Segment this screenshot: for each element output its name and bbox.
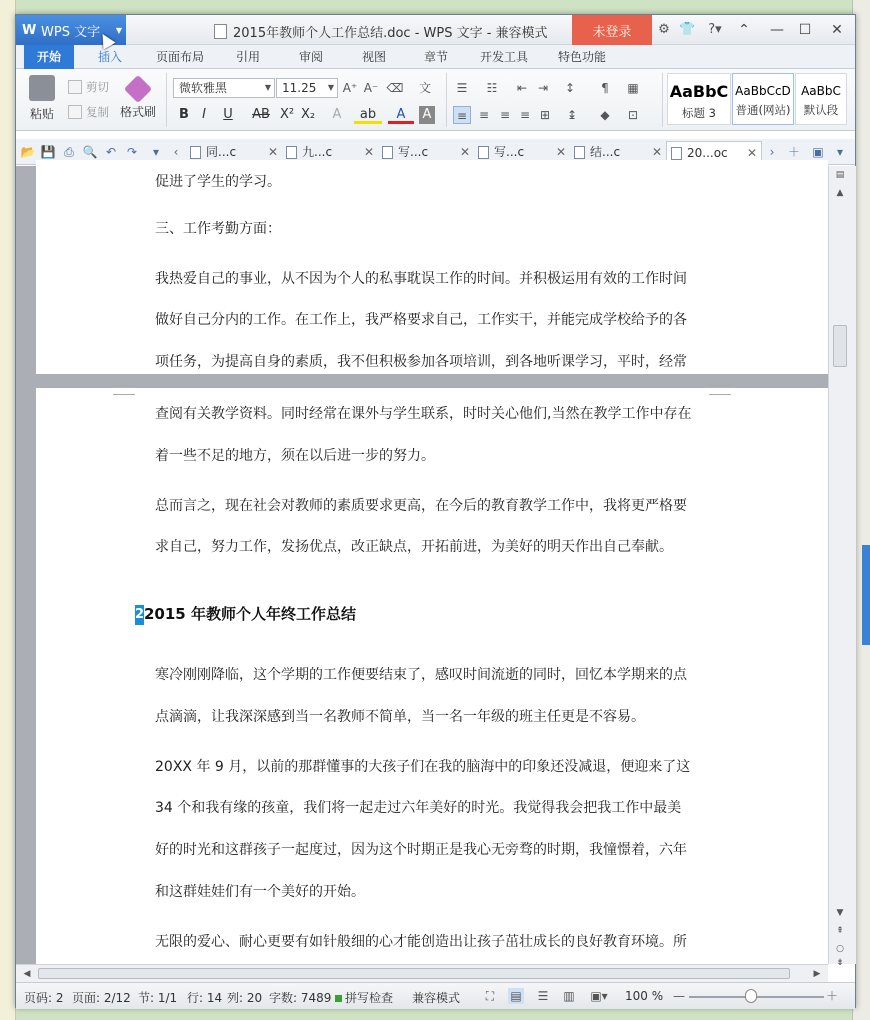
fullscreen-icon[interactable]: ⛶ [485,989,495,1003]
paste-icon [29,75,55,101]
show-marks-icon[interactable]: ¶ [601,81,609,95]
document-icon [382,146,393,159]
superscript-icon[interactable]: X² [279,107,295,122]
indent-icon[interactable]: ⇥ [537,81,549,95]
paste-button[interactable] [24,75,60,122]
copy-icon [68,105,82,119]
doc-tab-label: 结...c [590,145,621,159]
format-painter-button[interactable] [118,75,158,120]
scissors-icon [68,80,82,94]
status-line[interactable]: 行: 14 [187,991,223,1005]
section-heading: 三、工作考勤方面： [155,221,281,237]
zoom-out-icon[interactable]: — [673,989,685,1003]
font-size-select[interactable] [276,78,338,98]
tab-chapter[interactable]: 章节 [423,50,448,64]
spellcheck-label: 拼写检查 [345,991,394,1005]
text-effect-icon[interactable]: A [332,107,342,122]
style-name: 标题 3 [682,106,716,120]
ribbon-divider [166,73,167,127]
font-name-select[interactable] [173,78,275,98]
close-icon[interactable]: ✕ [267,145,278,159]
web-view-icon[interactable]: ▣▾ [590,989,608,1003]
tab-references[interactable]: 引用 [235,50,260,64]
justify-icon[interactable]: ≡ [519,108,531,122]
document-canvas[interactable] [16,166,828,964]
style-sample: AaBbCcD [735,84,791,98]
paragraph-line: 查阅有关教学资料。同时经常在课外与学生联系，时时关心他们,当然在教学工作中存在 [155,406,692,422]
outline-view-icon[interactable]: ☰ [537,989,549,1003]
tab-insert[interactable]: 插入 [97,50,122,64]
paragraph-line: 总而言之，现在社会对教师的素质要求更高，在今后的教育教学工作中，我将更严格要 [155,498,687,514]
close-icon[interactable]: ✕ [651,145,662,159]
scroll-left-arrow[interactable]: ◀ [23,969,31,979]
menu-tabs [16,45,855,69]
save-icon[interactable]: 💾 [40,145,56,159]
copy-button[interactable] [68,104,109,120]
read-view-icon[interactable]: ▥ [563,989,575,1003]
shirt-icon[interactable]: 👕 [679,22,696,37]
doc-tab-label: 20...oc [687,146,728,160]
tab-scroll-left-icon[interactable]: ‹ [173,145,179,159]
tab-review[interactable]: 审阅 [298,50,323,64]
minimize-button[interactable]: — [770,22,784,38]
font-name-value: 微软雅黑 [179,81,228,95]
scroll-down-arrow[interactable]: ▼ [836,908,844,918]
chevron-down-icon: ▼ [264,83,271,92]
scroll-thumb[interactable] [833,325,847,367]
shading-icon[interactable]: ◆ [600,108,610,122]
status-section[interactable]: 节: 1/1 [138,991,178,1005]
heading-text: 2015 年教师个人年终工作总结 [144,605,356,623]
shrink-font-icon[interactable]: A⁻ [363,81,379,95]
font-color-icon[interactable]: A [388,106,414,124]
sort-icon[interactable]: ↕ [564,81,576,95]
underline-icon[interactable]: U [223,107,233,122]
title-bar [16,15,855,45]
status-bar [16,982,855,1009]
ribbon-divider [662,73,663,127]
char-shading-icon[interactable]: A [419,106,435,124]
skin-icon[interactable]: ⚙ [658,22,670,37]
close-icon[interactable]: ✕ [459,145,470,159]
doc-tab-label: 写...c [398,145,429,159]
next-page-icon[interactable]: ⇟ [836,958,844,968]
distributed-icon[interactable]: ⊞ [539,108,551,122]
close-icon[interactable]: ✕ [363,145,374,159]
close-button[interactable]: ✕ [831,22,843,38]
phonetic-icon[interactable]: 文 [418,81,431,95]
grow-font-icon[interactable]: A⁺ [342,81,358,95]
wps-logo-icon: W [22,23,37,38]
style-sample: AaBbC [669,82,729,101]
page-corner-mark [113,385,135,395]
align-left-icon[interactable]: ≡ [453,106,471,124]
zoom-in-icon[interactable]: ＋ [825,989,838,1003]
style-heading3[interactable] [667,73,731,125]
document-heading [135,603,356,625]
style-name: 默认段 [803,103,839,117]
ribbon-toolbar [16,69,855,131]
prev-page-icon[interactable]: ⇞ [836,926,844,936]
style-default[interactable] [795,73,847,125]
strikethrough-icon[interactable]: AB [252,107,270,122]
paragraph-line: 无限的爱心、耐心更要有如针般细的心才能创造出让孩子茁壮成长的良好教育环境。所 [155,934,687,950]
numbering-icon[interactable]: ☷ [486,81,498,95]
paragraph-line: 20XX 年 9 月，以前的那群懂事的大孩子们在我的脑海中的印象还没减退，便迎来了这 [155,759,691,775]
vertical-scrollbar[interactable] [828,166,856,968]
paragraph-line: 我热爱自己的事业，从不因为个人的私事耽误工作的时间。并积极运用有效的工作时间 [155,271,687,287]
text-cursor: 2 [135,605,144,625]
line-spacing-icon[interactable]: ↨ [566,108,578,122]
undo-icon[interactable]: ↶ [105,145,117,159]
page-corner-mark [709,385,731,395]
align-right-icon[interactable]: ≡ [499,108,511,122]
brush-icon [124,75,152,103]
paragraph-line: 34 个和我有缘的孩童，我们将一起走过六年美好的时光。我觉得我会把我工作中最美 [155,800,682,816]
style-name: 普通(网站) [735,103,791,117]
document-icon [671,147,682,160]
status-word-count[interactable]: 字数: 7489 [269,991,332,1005]
subscript-icon[interactable]: X₂ [300,107,316,122]
font-size-value: 11.25 [282,81,317,95]
document-icon [574,146,585,159]
style-normal-web[interactable] [732,73,794,125]
paragraph-line: 和这群娃娃们有一个美好的开始。 [155,884,365,900]
tab-scroll-right-icon[interactable]: › [769,145,775,159]
highlight-icon[interactable]: ab [354,106,382,124]
copy-label: 复制 [86,105,109,119]
paragraph-line: 着一些不足的地方，须在以后进一步的努力。 [155,448,435,464]
scroll-right-arrow[interactable]: ▶ [813,969,821,979]
background-window-left [0,0,16,1020]
chevron-down-icon: ▼ [115,26,122,35]
format-painter-label: 格式刷 [119,105,156,119]
tab-home[interactable]: 开始 [24,45,74,69]
paragraph-line: 项任务，为提高自身的素质，我不但积极参加各项培训，到各地听课学习，平时，经常 [155,354,687,370]
zoom-slider-handle[interactable] [745,989,757,1003]
page-gap [16,374,828,388]
status-mode: 兼容模式 [412,991,461,1005]
style-sample: AaBbC [801,84,841,98]
chevron-down-icon[interactable]: ▾ [152,145,160,159]
outdent-icon[interactable]: ⇤ [516,81,528,95]
status-page-number[interactable]: 页码: 2 [24,991,64,1005]
wps-menu-label: WPS 文字 [41,24,101,40]
italic-icon[interactable]: I [202,107,206,122]
ribbon-divider [446,73,447,127]
document-icon [286,146,297,159]
scroll-thumb[interactable] [38,968,790,979]
wps-window [15,14,856,1008]
tab-view[interactable]: 视图 [361,50,386,64]
page [36,160,828,374]
table-icon[interactable]: ▦ [627,81,639,95]
print-preview-icon[interactable]: 🔍 [82,145,98,159]
spellcheck-status-icon [335,995,342,1002]
page-view-icon[interactable]: ▤ [508,988,524,1004]
doc-tab-label: 九...c [302,145,333,159]
redo-icon[interactable]: ↷ [126,145,138,159]
login-button[interactable]: 未登录 [572,15,652,45]
doc-tab-label: 写...c [494,145,525,159]
horizontal-scrollbar[interactable] [16,964,828,982]
tab-developer[interactable]: 开发工具 [479,50,528,64]
paragraph-line: 做好自己分内的工作。在工作上，我严格要求自己，工作实干，并能完成学校给予的各 [155,312,687,328]
window-title-text: 2015年教师个人工作总结.doc - WPS 文字 - 兼容模式 [233,26,548,41]
tab-page-layout[interactable]: 页面布局 [155,50,204,64]
chevron-down-icon: ▼ [327,83,334,92]
bullets-icon[interactable]: ☰ [456,81,468,95]
cut-button[interactable] [68,79,109,95]
close-icon[interactable]: ✕ [555,145,566,159]
align-center-icon[interactable]: ≡ [478,108,490,122]
help-icon[interactable]: ?▾ [708,22,722,37]
clear-format-icon[interactable]: ⌫ [386,81,404,95]
paragraph-line: 点滴滴，让我深深感到当一名教师不简单，当一名一年级的班主任更是不容易。 [155,709,645,725]
document-icon [190,146,201,159]
paragraph-line: 寒冷刚刚降临，这个学期的工作便要结束了，感叹时间流逝的同时，回忆本学期来的点 [155,667,687,683]
background-accent [862,545,870,645]
paragraph-partial: 促进了学生的学习。 [155,174,281,190]
close-icon[interactable]: ✕ [746,146,757,160]
paste-label: 粘贴 [29,107,54,121]
maximize-button[interactable]: ☐ [798,22,812,38]
open-icon[interactable]: 📂 [20,145,36,159]
document-icon [478,146,489,159]
status-page[interactable]: 页面: 2/12 [72,991,131,1005]
zoom-level[interactable]: 100 % [625,989,664,1003]
new-tab-icon[interactable]: ＋ [787,145,800,159]
paragraph-line: 好的时光和这群孩子一起度过，因为这个时期正是我心无旁骛的时期，我憧憬着，六年 [155,842,687,858]
tab-menu-icon[interactable]: ▾ [836,145,844,159]
border-icon[interactable]: ⊡ [627,108,639,122]
collapse-ribbon-icon[interactable]: ⌃ [738,22,750,38]
spellcheck-toggle[interactable] [335,989,393,1006]
paragraph-line: 求自己，努力工作，发扬优点，改正缺点，开拓前进，为美好的明天作出自己奉献。 [155,539,673,555]
document-icon [214,24,227,39]
doc-tab-label: 同...c [206,145,237,159]
scroll-up-arrow[interactable]: ▲ [836,188,844,198]
window-title [214,22,548,41]
browse-object-icon[interactable]: ○ [836,944,844,954]
cut-label: 剪切 [86,80,109,94]
tab-special[interactable]: 特色功能 [557,50,606,64]
status-column[interactable]: 列: 20 [227,991,263,1005]
scroll-top-icon[interactable]: ▤ [835,170,845,180]
bold-icon[interactable]: B [179,107,189,122]
print-icon[interactable]: ⎙ [64,145,74,159]
tab-list-icon[interactable]: ▣ [812,145,824,159]
